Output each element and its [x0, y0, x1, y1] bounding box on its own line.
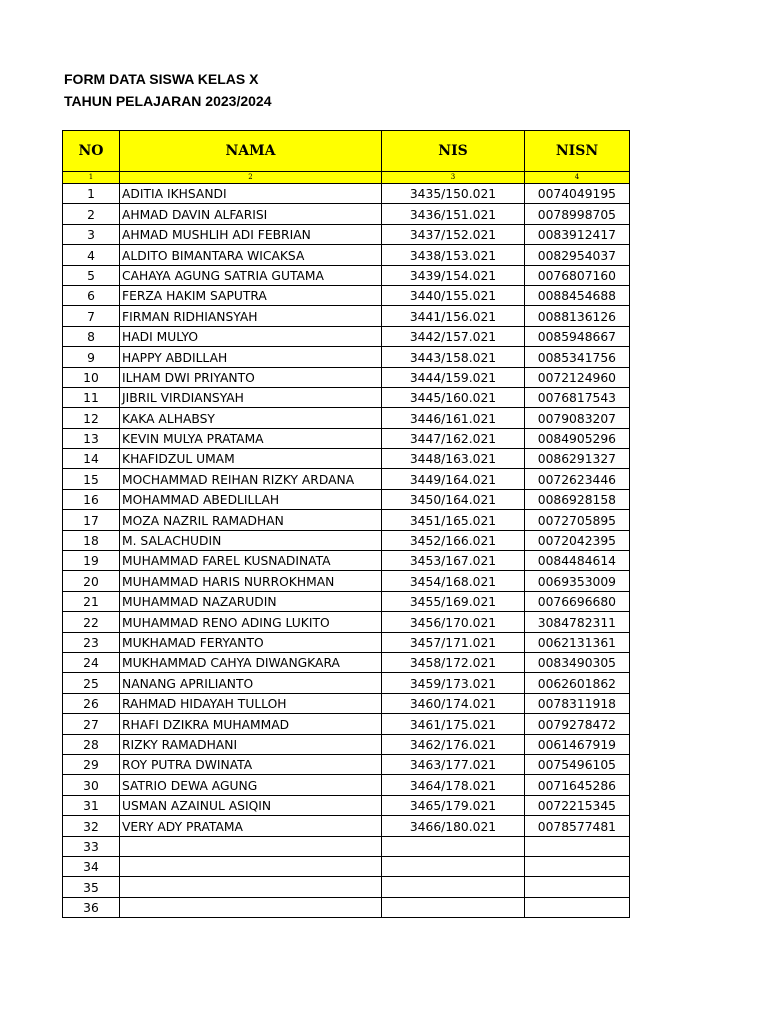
table-row [63, 816, 630, 836]
table-row [63, 449, 630, 469]
cell-nis: 3458/172.021 [382, 652, 525, 672]
cell-no: 17 [63, 510, 120, 530]
table-row [63, 510, 630, 530]
cell-nisn: 0084484614 [525, 551, 630, 571]
cell-no: 16 [63, 489, 120, 509]
table-row [63, 184, 630, 204]
table-row [63, 489, 630, 509]
table-row [63, 469, 630, 489]
cell-nis [382, 856, 525, 876]
cell-no: 21 [63, 591, 120, 611]
table-row [63, 795, 630, 815]
cell-nisn: 0074049195 [525, 184, 630, 204]
column-header-nis: NIS [382, 131, 525, 172]
table-row [63, 673, 630, 693]
table-row [63, 204, 630, 224]
table-row [63, 693, 630, 713]
table-row [63, 591, 630, 611]
table-row [63, 551, 630, 571]
cell-nisn: 0079278472 [525, 714, 630, 734]
table-row [63, 530, 630, 550]
table-row [63, 734, 630, 754]
table-row [63, 367, 630, 387]
cell-nis: 3456/170.021 [382, 612, 525, 632]
column-number-row [63, 172, 630, 184]
cell-nisn: 0078998705 [525, 204, 630, 224]
cell-nis: 3464/178.021 [382, 775, 525, 795]
cell-nis: 3461/175.021 [382, 714, 525, 734]
table-row [63, 306, 630, 326]
table-row [63, 897, 630, 917]
student-data-table [62, 130, 630, 918]
cell-no: 12 [63, 408, 120, 428]
cell-nisn: 0062601862 [525, 673, 630, 693]
cell-nisn: 0086291327 [525, 449, 630, 469]
cell-no: 29 [63, 754, 120, 774]
column-number-2: 2 [120, 172, 382, 184]
cell-nis: 3443/158.021 [382, 347, 525, 367]
cell-nisn: 0085948667 [525, 326, 630, 346]
table-row [63, 775, 630, 795]
table-row [63, 428, 630, 448]
column-number-3: 3 [382, 172, 525, 184]
cell-no: 28 [63, 734, 120, 754]
table-row [63, 571, 630, 591]
cell-nis: 3444/159.021 [382, 367, 525, 387]
cell-no: 24 [63, 652, 120, 672]
cell-nisn: 0072705895 [525, 510, 630, 530]
cell-nisn: 0078311918 [525, 693, 630, 713]
cell-nisn: 0071645286 [525, 775, 630, 795]
cell-nisn: 0072215345 [525, 795, 630, 815]
cell-nisn: 0062131361 [525, 632, 630, 652]
cell-nis: 3454/168.021 [382, 571, 525, 591]
cell-nis: 3460/174.021 [382, 693, 525, 713]
table-row [63, 347, 630, 367]
cell-nis [382, 836, 525, 856]
cell-nisn: 0076807160 [525, 265, 630, 285]
cell-nama: ALDITO BIMANTARA WICAKSA [120, 245, 382, 265]
cell-nis: 3438/153.021 [382, 245, 525, 265]
cell-nis: 3451/165.021 [382, 510, 525, 530]
cell-no: 33 [63, 836, 120, 856]
cell-no: 22 [63, 612, 120, 632]
cell-no: 20 [63, 571, 120, 591]
cell-nis: 3455/169.021 [382, 591, 525, 611]
cell-nama: AHMAD DAVIN ALFARISI [120, 204, 382, 224]
cell-nama: MUKHAMAD FERYANTO [120, 632, 382, 652]
cell-no: 26 [63, 693, 120, 713]
cell-no: 18 [63, 530, 120, 550]
cell-nis: 3450/164.021 [382, 489, 525, 509]
cell-nisn: 0083912417 [525, 224, 630, 244]
cell-nama [120, 856, 382, 876]
cell-nis: 3445/160.021 [382, 387, 525, 407]
cell-nisn: 3084782311 [525, 612, 630, 632]
cell-nisn: 0082954037 [525, 245, 630, 265]
table-row [63, 285, 630, 305]
cell-nisn: 0078577481 [525, 816, 630, 836]
table-row [63, 754, 630, 774]
cell-nis: 3440/155.021 [382, 285, 525, 305]
cell-nama [120, 897, 382, 917]
cell-no: 30 [63, 775, 120, 795]
cell-nis: 3462/176.021 [382, 734, 525, 754]
cell-nisn: 0083490305 [525, 652, 630, 672]
table-row [63, 245, 630, 265]
cell-nama: ROY PUTRA DWINATA [120, 754, 382, 774]
cell-nis: 3449/164.021 [382, 469, 525, 489]
cell-nis: 3435/150.021 [382, 184, 525, 204]
cell-nisn: 0072042395 [525, 530, 630, 550]
cell-nama: MOHAMMAD ABEDLILLAH [120, 489, 382, 509]
academic-year-title: TAHUN PELAJARAN 2023/2024 [64, 93, 272, 109]
cell-nama: MOZA NAZRIL RAMADHAN [120, 510, 382, 530]
cell-no: 34 [63, 856, 120, 876]
cell-nisn: 0069353009 [525, 571, 630, 591]
cell-nama: FERZA HAKIM SAPUTRA [120, 285, 382, 305]
cell-nis: 3459/173.021 [382, 673, 525, 693]
table-row [63, 714, 630, 734]
table-row [63, 326, 630, 346]
cell-no: 6 [63, 285, 120, 305]
cell-nama: VERY ADY PRATAMA [120, 816, 382, 836]
cell-nama: FIRMAN RIDHIANSYAH [120, 306, 382, 326]
cell-nisn: 0086928158 [525, 489, 630, 509]
cell-nisn: 0072623446 [525, 469, 630, 489]
cell-nisn: 0072124960 [525, 367, 630, 387]
cell-nama: CAHAYA AGUNG SATRIA GUTAMA [120, 265, 382, 285]
table-row [63, 265, 630, 285]
cell-nama: USMAN AZAINUL ASIQIN [120, 795, 382, 815]
cell-no: 7 [63, 306, 120, 326]
cell-nama: MOCHAMMAD REIHAN RIZKY ARDANA [120, 469, 382, 489]
cell-nama: KHAFIDZUL UMAM [120, 449, 382, 469]
cell-nama: KEVIN MULYA PRATAMA [120, 428, 382, 448]
cell-nama: ADITIA IKHSANDI [120, 184, 382, 204]
cell-nisn: 0088136126 [525, 306, 630, 326]
cell-nama: JIBRIL VIRDIANSYAH [120, 387, 382, 407]
cell-nis: 3466/180.021 [382, 816, 525, 836]
cell-no: 36 [63, 897, 120, 917]
cell-no: 8 [63, 326, 120, 346]
column-header-no: NO [63, 131, 120, 172]
cell-nis: 3439/154.021 [382, 265, 525, 285]
cell-no: 32 [63, 816, 120, 836]
column-header-nama: NAMA [120, 131, 382, 172]
cell-nis: 3452/166.021 [382, 530, 525, 550]
cell-nama: ILHAM DWI PRIYANTO [120, 367, 382, 387]
cell-nis: 3465/179.021 [382, 795, 525, 815]
cell-no: 27 [63, 714, 120, 734]
cell-nis [382, 897, 525, 917]
cell-nama: MUHAMMAD HARIS NURROKHMAN [120, 571, 382, 591]
cell-nama: AHMAD MUSHLIH ADI FEBRIAN [120, 224, 382, 244]
cell-nama: MUHAMMAD RENO ADING LUKITO [120, 612, 382, 632]
cell-nisn: 0079083207 [525, 408, 630, 428]
cell-no: 3 [63, 224, 120, 244]
table-row [63, 632, 630, 652]
cell-no: 25 [63, 673, 120, 693]
cell-nisn [525, 836, 630, 856]
cell-nisn: 0084905296 [525, 428, 630, 448]
cell-no: 2 [63, 204, 120, 224]
cell-nama: MUHAMMAD NAZARUDIN [120, 591, 382, 611]
cell-nama: NANANG APRILIANTO [120, 673, 382, 693]
cell-nis: 3448/163.021 [382, 449, 525, 469]
cell-no: 1 [63, 184, 120, 204]
cell-nama: MUHAMMAD FAREL KUSNADINATA [120, 551, 382, 571]
cell-nisn: 0076817543 [525, 387, 630, 407]
table-row [63, 387, 630, 407]
cell-nis: 3446/161.021 [382, 408, 525, 428]
document-title: FORM DATA SISWA KELAS X [64, 71, 259, 87]
cell-nis: 3453/167.021 [382, 551, 525, 571]
cell-nama [120, 877, 382, 897]
cell-nisn: 0076696680 [525, 591, 630, 611]
cell-no: 19 [63, 551, 120, 571]
cell-nisn [525, 877, 630, 897]
cell-no: 23 [63, 632, 120, 652]
cell-nis: 3441/156.021 [382, 306, 525, 326]
cell-nama: HAPPY ABDILLAH [120, 347, 382, 367]
cell-nis: 3442/157.021 [382, 326, 525, 346]
cell-no: 4 [63, 245, 120, 265]
cell-no: 15 [63, 469, 120, 489]
column-number-4: 4 [525, 172, 630, 184]
cell-no: 35 [63, 877, 120, 897]
cell-no: 10 [63, 367, 120, 387]
cell-nisn: 0075496105 [525, 754, 630, 774]
cell-nama [120, 836, 382, 856]
cell-nis: 3457/171.021 [382, 632, 525, 652]
cell-nis: 3437/152.021 [382, 224, 525, 244]
cell-nisn [525, 897, 630, 917]
table-row [63, 836, 630, 856]
cell-nis: 3436/151.021 [382, 204, 525, 224]
cell-no: 5 [63, 265, 120, 285]
cell-no: 11 [63, 387, 120, 407]
cell-no: 31 [63, 795, 120, 815]
cell-no: 14 [63, 449, 120, 469]
cell-nama: M. SALACHUDIN [120, 530, 382, 550]
cell-nisn: 0061467919 [525, 734, 630, 754]
cell-no: 13 [63, 428, 120, 448]
cell-nama: HADI MULYO [120, 326, 382, 346]
table-row [63, 877, 630, 897]
cell-nama: MUKHAMMAD CAHYA DIWANGKARA [120, 652, 382, 672]
cell-nisn: 0088454688 [525, 285, 630, 305]
cell-nama: KAKA ALHABSY [120, 408, 382, 428]
column-number-1: 1 [63, 172, 120, 184]
table-row [63, 408, 630, 428]
cell-nama: SATRIO DEWA AGUNG [120, 775, 382, 795]
table-row [63, 612, 630, 632]
cell-nama: RHAFI DZIKRA MUHAMMAD [120, 714, 382, 734]
table-row [63, 224, 630, 244]
table-header-row [63, 131, 630, 172]
cell-nisn: 0085341756 [525, 347, 630, 367]
table-row [63, 652, 630, 672]
cell-nama: RAHMAD HIDAYAH TULLOH [120, 693, 382, 713]
cell-nis [382, 877, 525, 897]
column-header-nisn: NISN [525, 131, 630, 172]
cell-nisn [525, 856, 630, 876]
cell-no: 9 [63, 347, 120, 367]
cell-nis: 3463/177.021 [382, 754, 525, 774]
table-row [63, 856, 630, 876]
cell-nis: 3447/162.021 [382, 428, 525, 448]
cell-nama: RIZKY RAMADHANI [120, 734, 382, 754]
